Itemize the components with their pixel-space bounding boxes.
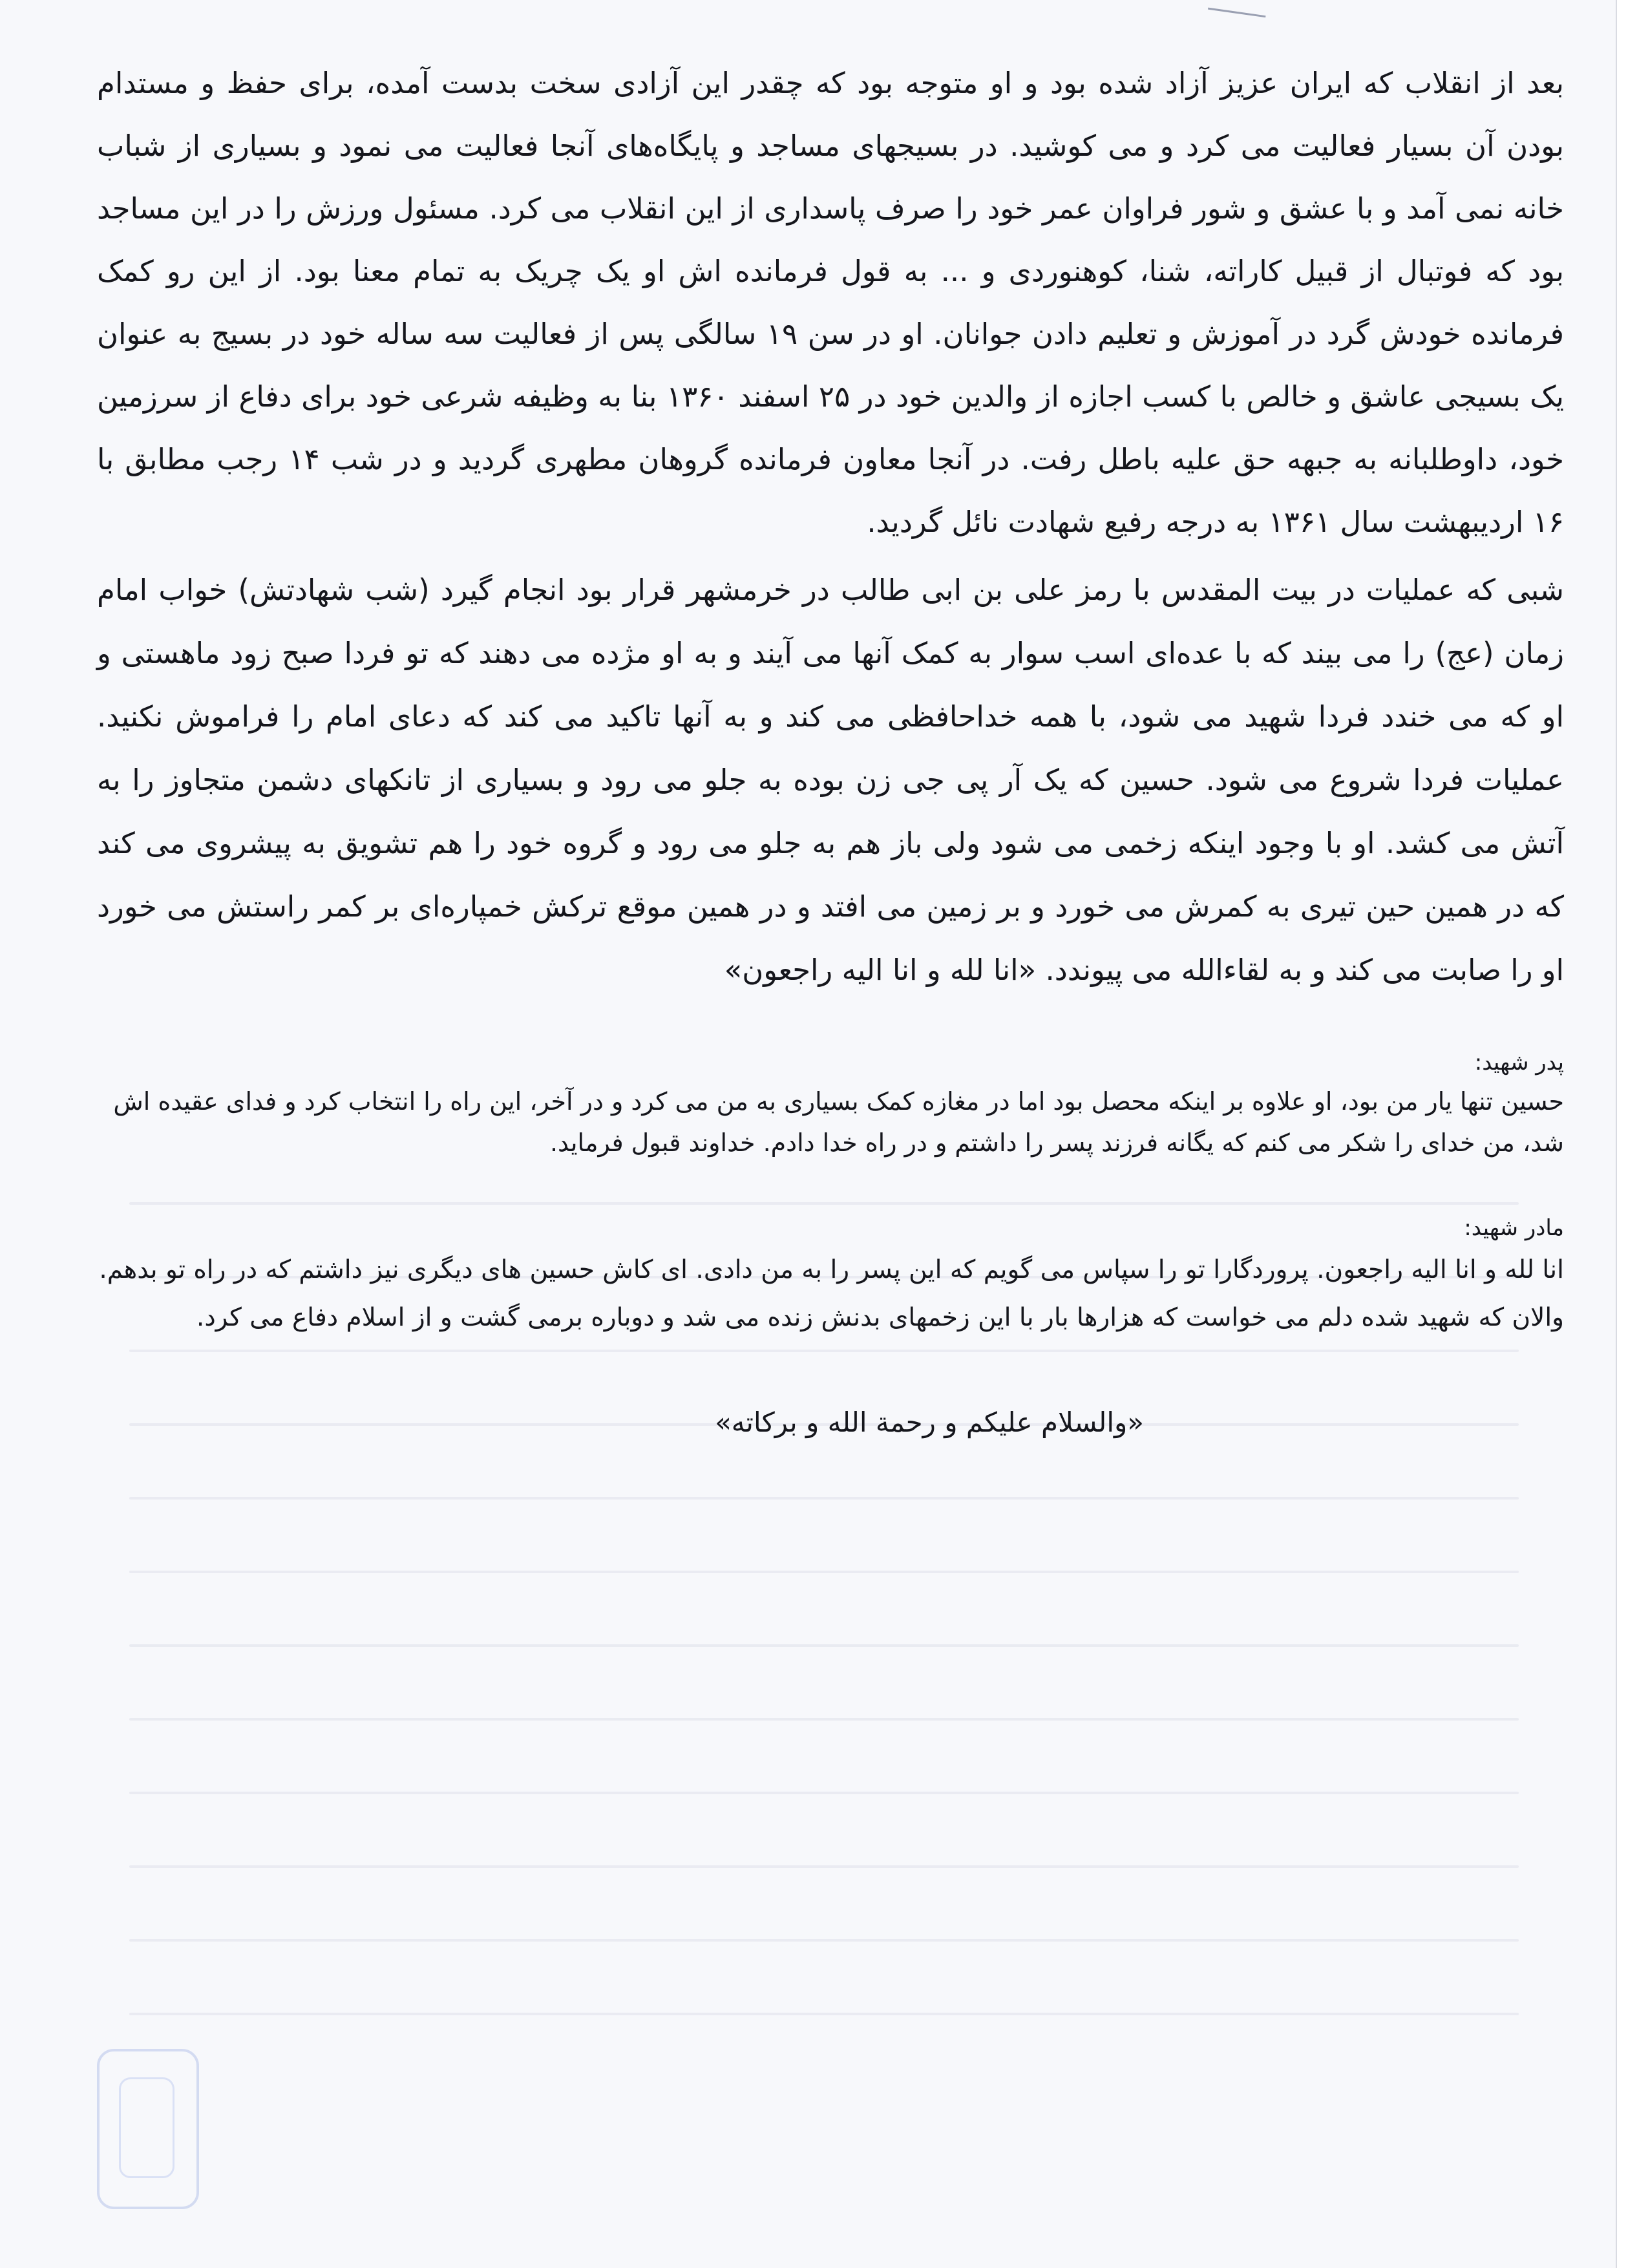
biography-paragraph: بعد از انقلاب که ایران عزیز آزاد شده بود و او متوجه بود که چقدر این آزادی سخت بدست آمده، برای حفظ و مستدام بودن آن بسیار فعالیت می کرد و می کوشید. در بسیجهای مساجد و پایگاه‌های آنجا فعالیت می نمود و بسیاری از شباب خانه نمی آمد و با عشق و شور فراوان عمر خود را صرف پاسداری از این انقلاب می کرد. مسئول ورزش را در این مساجد بود که فوتبال از قبیل کاراته، شنا، کوهنوردی و ... به قول فرمانده اش او یک چریک به تمام معنا بود. از این رو کمک فرمانده خودش گرد در آموزش و تعلیم دادن جوانان. او در سن ۱۹ سالگی پس از فعالیت سه ساله خود در بسیج به عنوان یک بسیجی عاشق و خالص با کسب اجازه از والدین خود در ۲۵ اسفند ۱۳۶۰ بنا به وظیفه شرعی خود برای دفاع از سرزمین خود، داوطلبانه به جبهه حق علیه باطل رفت. در آنجا معاون فرمانده گروهان مطهری گردید و در شب ۱۴ رجب مطابق با ۱۶ اردیبهشت سال ۱۳۶۱ به درجه رفیع شهادت نائل گردید.	[97, 66, 1565, 539]
martyrdom-paragraph: شبی که عملیات در بیت المقدس با رمز علی بن ابی طالب در خرمشهر قرار بود انجام گیرد (شب شهادتش) خواب امام زمان (عج) را می بیند که با عده‌ای اسب سوار به کمک آنها می آیند و به او مژده می دهند که تو فردا صبح زود ماهستی و او که می خندد فردا شهید می شود، با همه خداحافظی می کند و به آنها تاکید می کند که دعای امام را فراموش نکنید. عملیات فردا شروع می شود. حسین که یک آر پی جی زن بوده به جلو می رود و بسیاری از تانکهای دشمن متجاوز را به آتش می کشد. او با وجود اینکه زخمی می شود ولی باز هم به جلو می رود و گروه خود را هم تشویق به پیشروی می کند که در همین حین تیری به کمرش می خورد و بر زمین می افتد و در همین موقع ترکش خمپاره‌ای بر کمر راستش می خورد او را صابت می کند و به لقاءالله می پیوندد. «انا لله و انا الیه راجعون»	[97, 573, 1564, 987]
scan-edge-strip	[1617, 0, 1648, 2268]
father-heading: پدر شهید:	[1474, 1050, 1564, 1076]
father-statement: حسین تنها یار من بود، او علاوه بر اینکه محصل بود اما در مغازه کمک بسیاری به من می کرد و در آخر، این راه را انتخاب کرد و فدای عقیده اش شد، من خدای را شکر می کنم که یگانه فرزند پسر را داشتم و در راه خدا دادم. خداوند قبول فرماید.	[113, 1087, 1564, 1157]
closing-salutation: «والسلام علیکم و رحمة الله و برکاته»	[715, 1406, 1144, 1438]
handwritten-letter	[97, 52, 1564, 2185]
mother-heading: مادر شهید:	[1464, 1215, 1564, 1241]
mother-statement: انا لله و انا الیه راجعون. پروردگارا تو را سپاس می گویم که این پسر را به من دادی. ای کاش حسین های دیگری نیز داشتم که در راه تو بدهم. والان که شهید شده دلم می خواست که هزارها بار با این زخمهای بدنش زنده می شد و دوباره برمی گشت و از اسلام دفاع می کرد.	[99, 1255, 1564, 1332]
